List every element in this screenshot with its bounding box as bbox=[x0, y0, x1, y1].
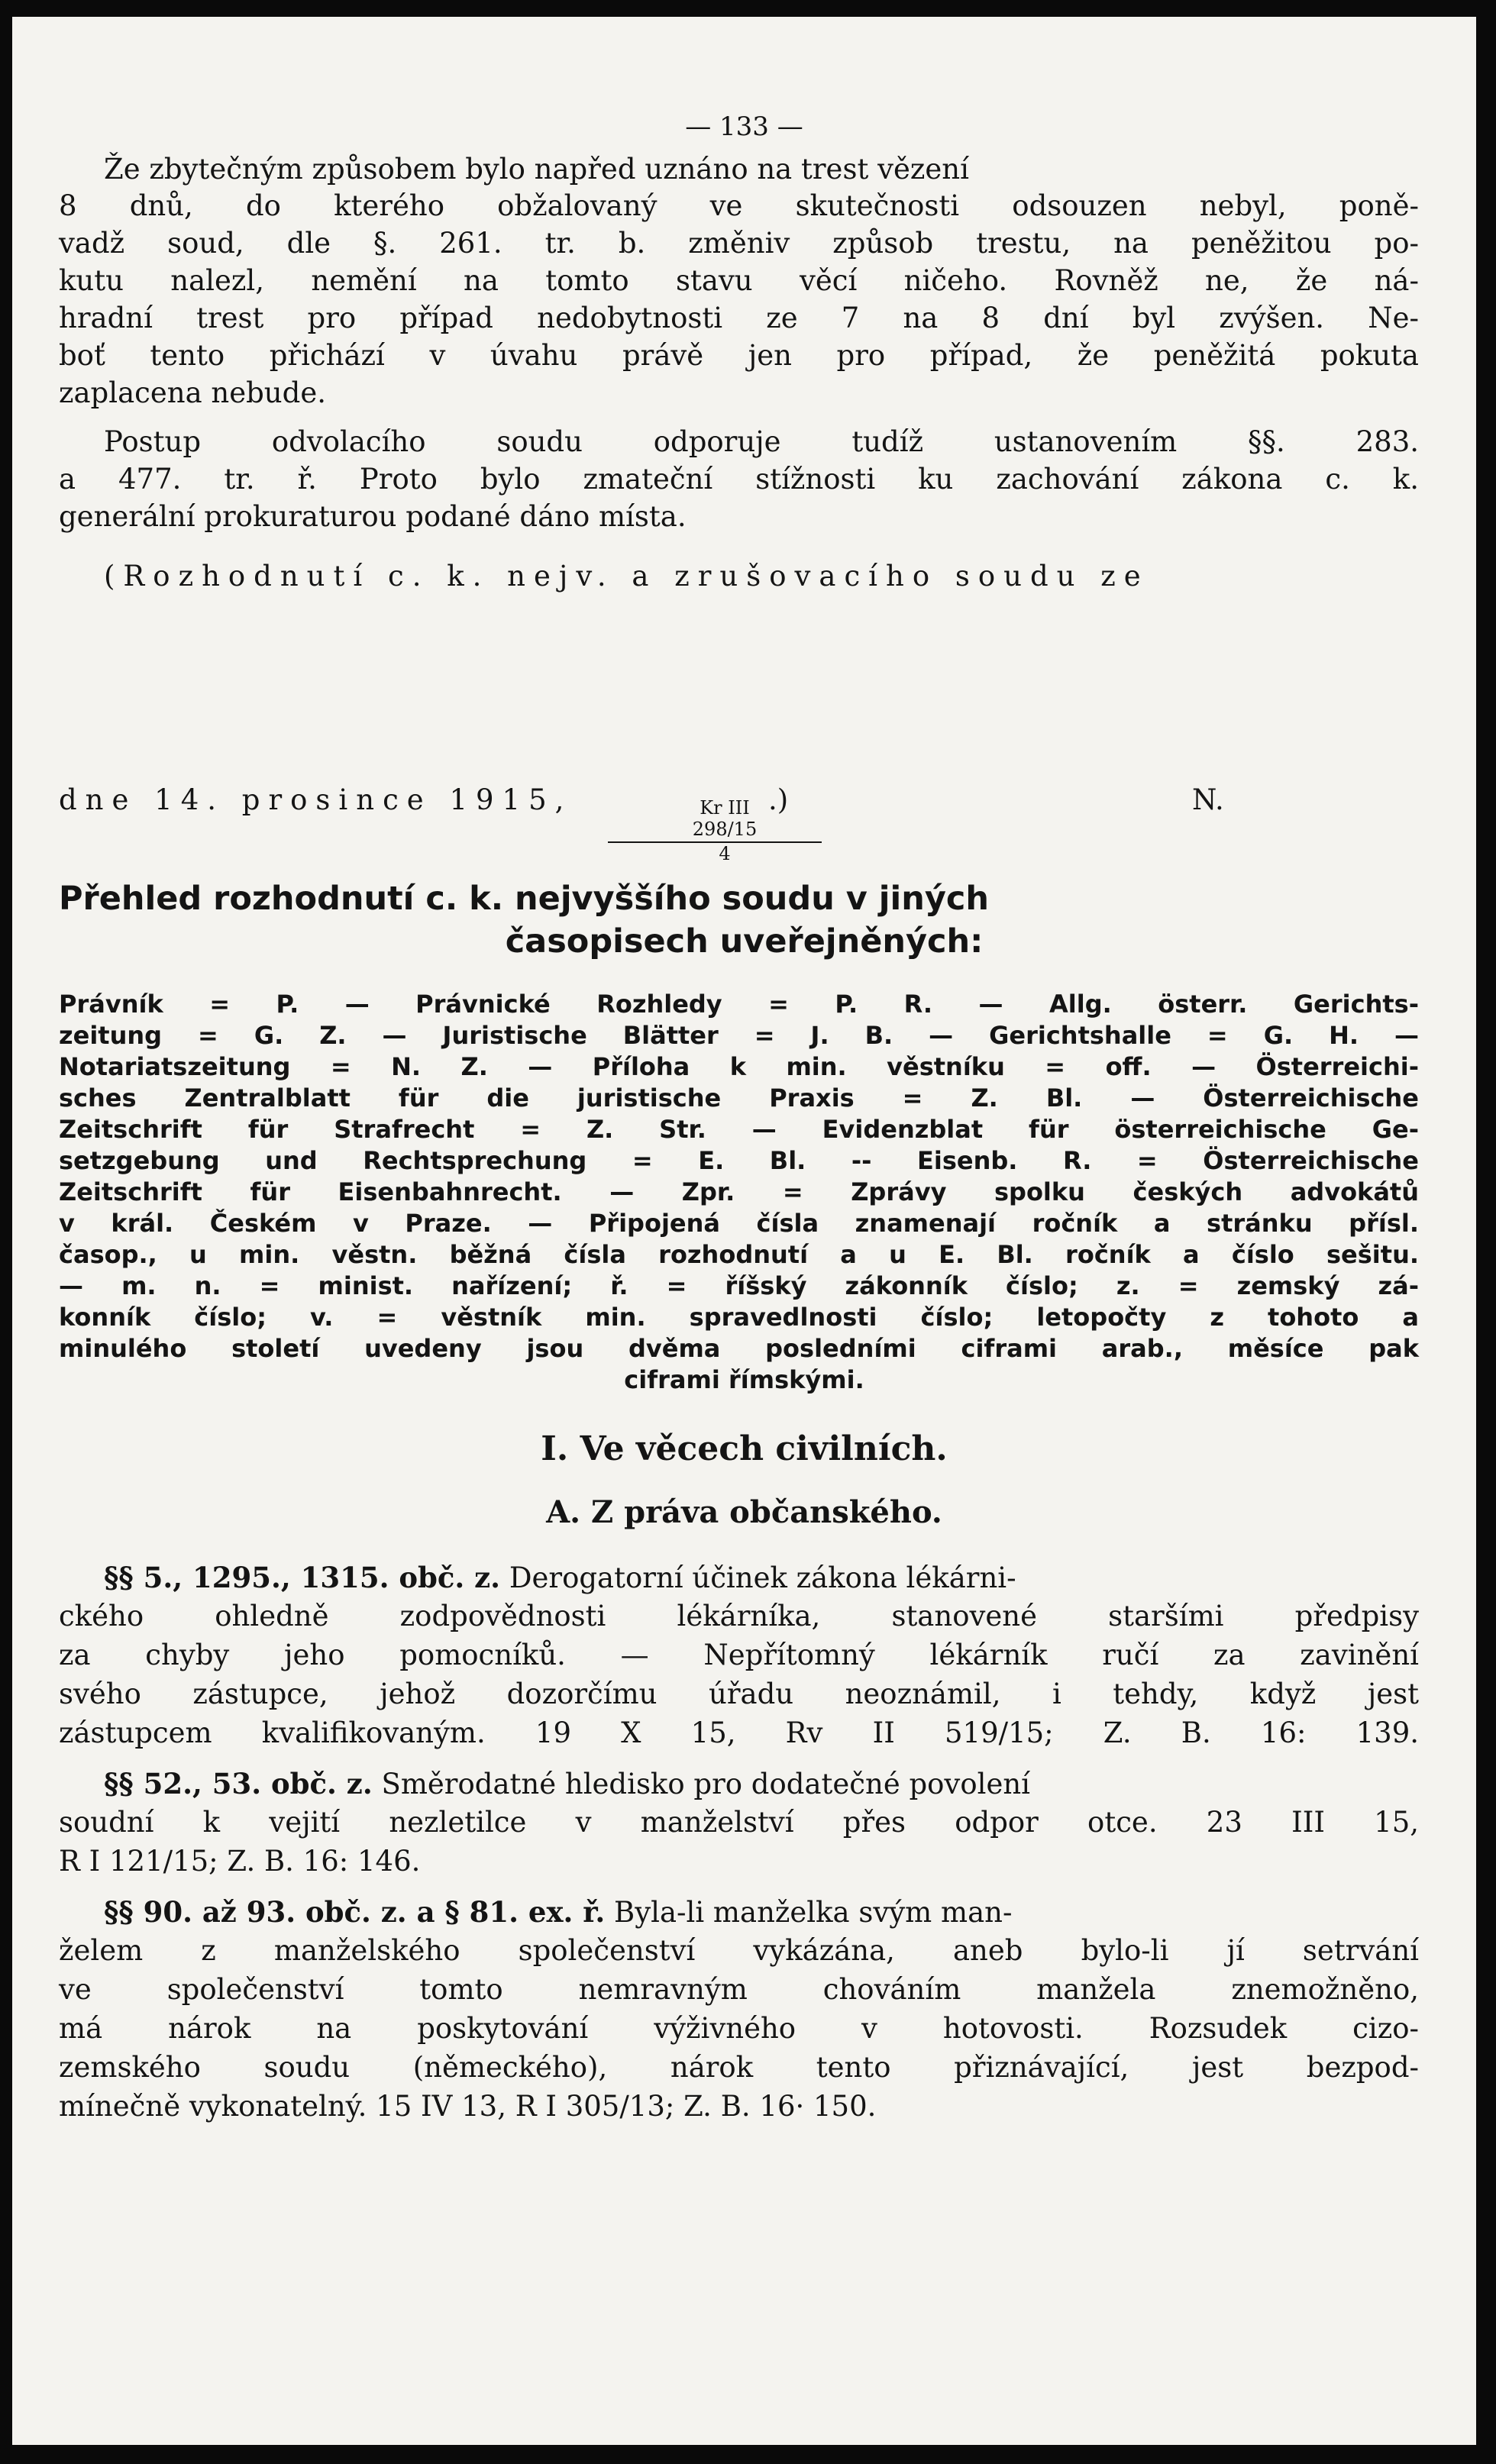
entry-line: za chyby jeho pomocníků. — Nepřítomný lékárník ručí za zavinění bbox=[59, 1639, 1419, 1671]
abbreviation-line: zeitung = G. Z. — Juristische Blätter = J. B. — Gerichtshalle = G. H. — bbox=[59, 1021, 1419, 1050]
abbreviation-line: — m. n. = minist. nařízení; ř. = říšský zákonník číslo; z. = zemský zá- bbox=[59, 1271, 1419, 1300]
judgment-line: generální prokuraturou podané dáno místa. bbox=[59, 500, 687, 533]
entry-line: zástupcem kvalifikovaným. 19 X 15, Rv II 519/15; Z. B. 16: 139. bbox=[59, 1716, 1419, 1749]
entry-line: ve společenství tomto nemravným chováním manžela znemožněno, bbox=[59, 1973, 1419, 2006]
overview-title: Přehled rozhodnutí c. k. nejvyššího soudu v jiných bbox=[59, 880, 990, 918]
entry-line: ckého ohledně zodpovědnosti lékárníka, stanovené staršími předpisy bbox=[59, 1600, 1419, 1632]
abbreviation-line: setzgebung und Rechtsprechung = E. Bl. -- Eisenb. R. = Österreichische bbox=[59, 1146, 1419, 1175]
judgment-line: Postup odvolacího soudu odporuje tudíž ustanovením §§. 283. bbox=[104, 425, 1419, 458]
judgment-line: kutu nalezl, nemění na tomto stavu věcí ničeho. Rovněž ne, že ná- bbox=[59, 264, 1419, 297]
abbreviation-line: konník číslo; v. = věstník min. spravedlnosti číslo; letopočty z tohoto a bbox=[59, 1303, 1419, 1332]
entry-first-line bbox=[104, 1895, 1012, 1929]
entry-text: Derogatorní účinek zákona lékárni- bbox=[509, 1561, 1016, 1594]
entry-line: želem z manželského společenství vykázána, aneb bylo-li jí setrvání bbox=[59, 1934, 1419, 1967]
abbreviation-line: Zeitschrift für Strafrecht = Z. Str. — Evidenzblat für österreichische Ge- bbox=[59, 1115, 1419, 1144]
judgment-line: 8 dnů, do kterého obžalovaný ve skutečnosti odsouzen nebyl, poně- bbox=[59, 189, 1419, 222]
decision-date: dne 14. prosince 1915, bbox=[59, 783, 573, 816]
fraction-denominator: 4 bbox=[719, 843, 731, 864]
abbreviation-line: sches Zentralblatt für die juristische Praxis = Z. Bl. — Österreichische bbox=[59, 1083, 1419, 1113]
abbreviation-line: minulého století uvedeny jsou dvěma posledními ciframi arab., měsíce pak bbox=[59, 1334, 1419, 1363]
entry-first-line bbox=[104, 1767, 1030, 1800]
statute-reference: §§ 5., 1295., 1315. obč. z. bbox=[104, 1561, 501, 1594]
file-number-fraction bbox=[688, 797, 761, 864]
overview-title-2: časopisech uveřejněných: bbox=[505, 922, 984, 961]
abbreviation-line: Zeitschrift für Eisenbahnrecht. — Zpr. = Zprávy spolku českých advokátů bbox=[59, 1177, 1419, 1206]
fraction-numerator: Kr III 298/15 bbox=[688, 797, 761, 843]
judgment-line: Že zbytečným způsobem bylo napřed uznáno na trest vězení bbox=[104, 153, 969, 186]
entry-line: svého zástupce, jehož dozorčímu úřadu neoznámil, i tehdy, když jest bbox=[59, 1678, 1419, 1710]
subsection-heading: A. Z práva občanského. bbox=[546, 1494, 942, 1530]
entry-text: Směrodatné hledisko pro dodatečné povolení bbox=[381, 1768, 1031, 1800]
judgment-line: boť tento přichází v úvahu právě jen pro případ, že peněžitá pokuta bbox=[59, 339, 1419, 372]
entry-line: zemského soudu (německého), nárok tento přiznávající, jest bezpod- bbox=[59, 2051, 1419, 2084]
entry-line: mínečně vykonatelný. 15 IV 13, R I 305/13; Z. B. 16· 150. bbox=[59, 2090, 877, 2123]
separator-rule bbox=[608, 841, 822, 843]
entry-line: soudní k vejití nezletilce v manželství přes odpor otce. 23 III 15, bbox=[59, 1806, 1419, 1839]
judgment-line: hradní trest pro případ nedobytnosti ze 7 na 8 dní byl zvýšen. Ne- bbox=[59, 302, 1419, 334]
document-page bbox=[12, 17, 1476, 2445]
entry-line: má nárok na poskytování výživného v hotovosti. Rozsudek cizo- bbox=[59, 2012, 1419, 2045]
statute-reference: §§ 52., 53. obč. z. bbox=[104, 1767, 373, 1800]
judgment-line: zaplacena nebude. bbox=[59, 376, 326, 409]
section-heading: I. Ve věcech civilních. bbox=[541, 1429, 948, 1468]
abbreviation-line: ciframi římskými. bbox=[624, 1365, 864, 1394]
entry-first-line bbox=[104, 1561, 1016, 1594]
page-number: — 133 — bbox=[685, 111, 803, 142]
abbreviation-line: Notariatszeitung = N. Z. — Příloha k min. věstníku = off. — Österreichi- bbox=[59, 1052, 1419, 1081]
judgment-line: vadž soud, dle §. 261. tr. b. změniv způsob trestu, na peněžitou po- bbox=[59, 227, 1419, 260]
abbreviation-line: Právník = P. — Právnické Rozhledy = P. R. — Allg. österr. Gerichts- bbox=[59, 990, 1419, 1019]
entry-line: R I 121/15; Z. B. 16: 146. bbox=[59, 1845, 421, 1878]
fraction-close: .) bbox=[768, 783, 789, 816]
decision-citation: (Rozhodnutí c. k. nejv. a zrušovacího soudu ze bbox=[104, 560, 1149, 593]
abbreviation-line: v král. Českém v Praze. — Připojená čísla znamenají ročník a stránku přísl. bbox=[59, 1209, 1419, 1238]
author-initial: N. bbox=[1192, 783, 1224, 816]
statute-reference: §§ 90. až 93. obč. z. a § 81. ex. ř. bbox=[104, 1895, 606, 1929]
abbreviation-line: časop., u min. věstn. běžná čísla rozhodnutí a u E. Bl. ročník a číslo sešitu. bbox=[59, 1240, 1419, 1269]
judgment-line: a 477. tr. ř. Proto bylo zmateční stížnosti ku zachování zákona c. k. bbox=[59, 463, 1419, 496]
entry-text: Byla-li manželka svým man- bbox=[614, 1896, 1013, 1929]
